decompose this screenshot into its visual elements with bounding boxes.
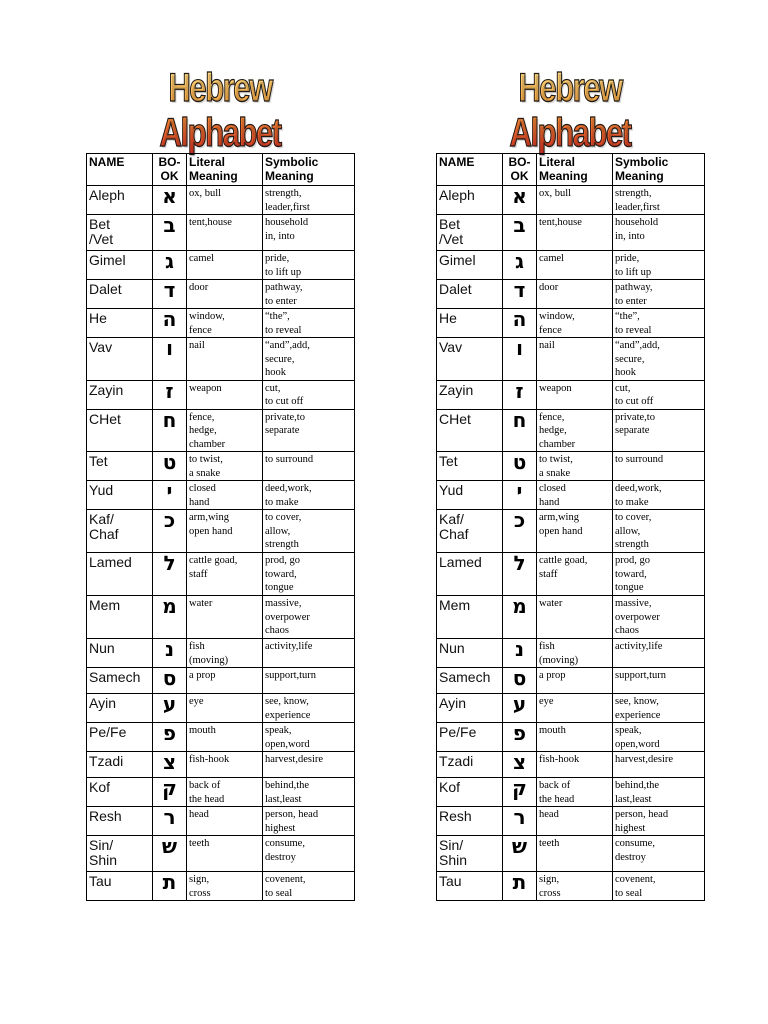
- table-row: [437, 481, 705, 510]
- symbolic-meaning: strength, leader,first: [263, 186, 355, 215]
- literal-meaning: eye: [187, 694, 263, 723]
- literal-meaning: door: [187, 280, 263, 309]
- letter-name: Tzadi: [87, 752, 153, 778]
- symbolic-meaning: pride, to lift up: [613, 251, 705, 280]
- letter-name: Vav: [437, 338, 503, 381]
- header-symbolic: Symbolic Meaning: [263, 154, 355, 186]
- hebrew-letter: א: [153, 186, 187, 215]
- letter-name: Aleph: [437, 186, 503, 215]
- symbolic-meaning: to cover, allow, strength: [263, 510, 355, 553]
- table-row: [437, 694, 705, 723]
- letter-name: Bet /Vet: [437, 215, 503, 251]
- letter-name: Aleph: [87, 186, 153, 215]
- literal-meaning: head: [537, 807, 613, 836]
- symbolic-meaning: support,turn: [613, 668, 705, 694]
- literal-meaning: nail: [537, 338, 613, 381]
- hebrew-letter: ג: [503, 251, 537, 280]
- symbolic-meaning: support,turn: [263, 668, 355, 694]
- symbolic-meaning: strength, leader,first: [613, 186, 705, 215]
- hebrew-letter: ה: [153, 309, 187, 338]
- letter-name: Tzadi: [437, 752, 503, 778]
- table-row: [437, 668, 705, 694]
- symbolic-meaning: massive, overpower chaos: [263, 596, 355, 639]
- hebrew-letter: כ: [503, 510, 537, 553]
- hebrew-letter: ה: [503, 309, 537, 338]
- hebrew-letter: ט: [503, 452, 537, 481]
- table-row: [437, 452, 705, 481]
- literal-meaning: fence, hedge, chamber: [537, 409, 613, 452]
- literal-meaning: back of the head: [187, 778, 263, 807]
- table-row: [87, 380, 355, 409]
- table-row: [437, 186, 705, 215]
- table-row: [87, 778, 355, 807]
- table-row: [437, 280, 705, 309]
- hebrew-letter: מ: [153, 596, 187, 639]
- literal-meaning: weapon: [187, 380, 263, 409]
- hebrew-letter: ב: [153, 215, 187, 251]
- letter-name: He: [437, 309, 503, 338]
- symbolic-meaning: person, head highest: [613, 807, 705, 836]
- header-name: NAME: [87, 154, 153, 186]
- letter-name: CHet: [437, 409, 503, 452]
- letter-name: Tet: [87, 452, 153, 481]
- literal-meaning: window, fence: [537, 309, 613, 338]
- hebrew-letter: ר: [503, 807, 537, 836]
- table-row: [437, 836, 705, 872]
- table-row: [87, 836, 355, 872]
- hebrew-letter: ו: [153, 338, 187, 381]
- hebrew-letter: ג: [153, 251, 187, 280]
- hebrew-letter: ד: [153, 280, 187, 309]
- table-row: [437, 872, 705, 901]
- table-row: [87, 338, 355, 381]
- literal-meaning: camel: [187, 251, 263, 280]
- letter-name: Lamed: [437, 553, 503, 596]
- literal-meaning: camel: [537, 251, 613, 280]
- literal-meaning: back of the head: [537, 778, 613, 807]
- table-row: [87, 251, 355, 280]
- literal-meaning: a prop: [187, 668, 263, 694]
- literal-meaning: water: [537, 596, 613, 639]
- hebrew-letter: ע: [153, 694, 187, 723]
- hebrew-letter: ח: [153, 409, 187, 452]
- table-row: [437, 409, 705, 452]
- symbolic-meaning: see, know, experience: [263, 694, 355, 723]
- symbolic-meaning: household in, into: [613, 215, 705, 251]
- literal-meaning: teeth: [187, 836, 263, 872]
- symbolic-meaning: consume, destroy: [613, 836, 705, 872]
- symbolic-meaning: harvest,desire: [263, 752, 355, 778]
- literal-meaning: tent,house: [187, 215, 263, 251]
- header-row: [87, 154, 355, 186]
- literal-meaning: sign, cross: [537, 872, 613, 901]
- hebrew-letter: פ: [503, 723, 537, 752]
- letter-name: He: [87, 309, 153, 338]
- table-row: [437, 251, 705, 280]
- literal-meaning: fish-hook: [187, 752, 263, 778]
- hebrew-letter: צ: [153, 752, 187, 778]
- letter-name: Ayin: [437, 694, 503, 723]
- letter-name: Resh: [87, 807, 153, 836]
- hebrew-letter: י: [503, 481, 537, 510]
- letter-name: Dalet: [87, 280, 153, 309]
- letter-name: Nun: [87, 639, 153, 668]
- literal-meaning: fish (moving): [537, 639, 613, 668]
- table-row: [437, 723, 705, 752]
- header-book: BO- OK: [153, 154, 187, 186]
- letter-name: Sin/ Shin: [437, 836, 503, 872]
- hebrew-letter: י: [153, 481, 187, 510]
- hebrew-letter: צ: [503, 752, 537, 778]
- symbolic-meaning: behind,the last,least: [263, 778, 355, 807]
- literal-meaning: arm,wing open hand: [187, 510, 263, 553]
- hebrew-letter: ת: [153, 872, 187, 901]
- hebrew-letter: ס: [503, 668, 537, 694]
- table-row: [87, 668, 355, 694]
- symbolic-meaning: behind,the last,least: [613, 778, 705, 807]
- hebrew-letter: ש: [153, 836, 187, 872]
- table-row: [87, 807, 355, 836]
- header-row: [437, 154, 705, 186]
- literal-meaning: eye: [537, 694, 613, 723]
- hebrew-letter: ז: [503, 380, 537, 409]
- letter-name: Resh: [437, 807, 503, 836]
- symbolic-meaning: private,to separate: [613, 409, 705, 452]
- hebrew-letter: ר: [153, 807, 187, 836]
- header-book: BO- OK: [503, 154, 537, 186]
- table-row: [87, 723, 355, 752]
- literal-meaning: door: [537, 280, 613, 309]
- symbolic-meaning: household in, into: [263, 215, 355, 251]
- letter-name: Mem: [437, 596, 503, 639]
- letter-name: Tau: [437, 872, 503, 901]
- letter-name: Gimel: [87, 251, 153, 280]
- literal-meaning: fish-hook: [537, 752, 613, 778]
- literal-meaning: cattle goad, staff: [537, 553, 613, 596]
- letter-name: Kof: [87, 778, 153, 807]
- table-row: [87, 481, 355, 510]
- letter-name: Nun: [437, 639, 503, 668]
- symbolic-meaning: person, head highest: [263, 807, 355, 836]
- symbolic-meaning: covenent, to seal: [263, 872, 355, 901]
- alphabet-table: [86, 153, 355, 901]
- table-row: [87, 409, 355, 452]
- symbolic-meaning: “and”,add, secure, hook: [263, 338, 355, 381]
- hebrew-letter: ש: [503, 836, 537, 872]
- hebrew-letter: ל: [503, 553, 537, 596]
- hebrew-letter: ט: [153, 452, 187, 481]
- symbolic-meaning: “the”, to reveal: [263, 309, 355, 338]
- header-literal: Literal Meaning: [187, 154, 263, 186]
- literal-meaning: ox, bull: [537, 186, 613, 215]
- letter-name: Pe/Fe: [437, 723, 503, 752]
- letter-name: Sin/ Shin: [87, 836, 153, 872]
- literal-meaning: closed hand: [187, 481, 263, 510]
- table-row: [437, 752, 705, 778]
- header-name: NAME: [437, 154, 503, 186]
- letter-name: Vav: [87, 338, 153, 381]
- symbolic-meaning: pathway, to enter: [613, 280, 705, 309]
- symbolic-meaning: harvest,desire: [613, 752, 705, 778]
- symbolic-meaning: prod, go toward, tongue: [263, 553, 355, 596]
- table-row: [437, 596, 705, 639]
- literal-meaning: cattle goad, staff: [187, 553, 263, 596]
- symbolic-meaning: to surround: [613, 452, 705, 481]
- hebrew-letter: ח: [503, 409, 537, 452]
- hebrew-letter: ס: [153, 668, 187, 694]
- hebrew-letter: ל: [153, 553, 187, 596]
- symbolic-meaning: prod, go toward, tongue: [613, 553, 705, 596]
- letter-name: Yud: [437, 481, 503, 510]
- hebrew-letter: ד: [503, 280, 537, 309]
- table-row: [437, 338, 705, 381]
- header-symbolic: Symbolic Meaning: [613, 154, 705, 186]
- letter-name: Zayin: [437, 380, 503, 409]
- symbolic-meaning: activity,life: [263, 639, 355, 668]
- literal-meaning: head: [187, 807, 263, 836]
- symbolic-meaning: speak, open,word: [263, 723, 355, 752]
- letter-name: Samech: [87, 668, 153, 694]
- symbolic-meaning: “the”, to reveal: [613, 309, 705, 338]
- literal-meaning: arm,wing open hand: [537, 510, 613, 553]
- literal-meaning: teeth: [537, 836, 613, 872]
- literal-meaning: a prop: [537, 668, 613, 694]
- symbolic-meaning: private,to separate: [263, 409, 355, 452]
- hebrew-letter: ק: [153, 778, 187, 807]
- symbolic-meaning: deed,work, to make: [263, 481, 355, 510]
- table-row: [87, 309, 355, 338]
- hebrew-letter: פ: [153, 723, 187, 752]
- table-row: [437, 807, 705, 836]
- letter-name: Bet /Vet: [87, 215, 153, 251]
- literal-meaning: closed hand: [537, 481, 613, 510]
- hebrew-letter: ב: [503, 215, 537, 251]
- literal-meaning: fish (moving): [187, 639, 263, 668]
- symbolic-meaning: pride, to lift up: [263, 251, 355, 280]
- table-row: [87, 872, 355, 901]
- literal-meaning: fence, hedge, chamber: [187, 409, 263, 452]
- literal-meaning: mouth: [187, 723, 263, 752]
- table-row: [437, 553, 705, 596]
- letter-name: Kof: [437, 778, 503, 807]
- literal-meaning: weapon: [537, 380, 613, 409]
- symbolic-meaning: cut, to cut off: [613, 380, 705, 409]
- table-row: [437, 309, 705, 338]
- table-row: [87, 694, 355, 723]
- literal-meaning: tent,house: [537, 215, 613, 251]
- hebrew-letter: א: [503, 186, 537, 215]
- hebrew-letter: כ: [153, 510, 187, 553]
- literal-meaning: to twist, a snake: [187, 452, 263, 481]
- letter-name: Tet: [437, 452, 503, 481]
- table-row: [437, 778, 705, 807]
- letter-name: Gimel: [437, 251, 503, 280]
- symbolic-meaning: speak, open,word: [613, 723, 705, 752]
- symbolic-meaning: pathway, to enter: [263, 280, 355, 309]
- letter-name: Lamed: [87, 553, 153, 596]
- page-title: Hebrew Alphabet: [115, 66, 324, 156]
- symbolic-meaning: consume, destroy: [263, 836, 355, 872]
- literal-meaning: water: [187, 596, 263, 639]
- table-row: [87, 280, 355, 309]
- hebrew-letter: נ: [153, 639, 187, 668]
- symbolic-meaning: to cover, allow, strength: [613, 510, 705, 553]
- hebrew-letter: ז: [153, 380, 187, 409]
- symbolic-meaning: see, know, experience: [613, 694, 705, 723]
- hebrew-letter: ו: [503, 338, 537, 381]
- letter-name: CHet: [87, 409, 153, 452]
- literal-meaning: sign, cross: [187, 872, 263, 901]
- letter-name: Yud: [87, 481, 153, 510]
- hebrew-letter: נ: [503, 639, 537, 668]
- hebrew-letter: מ: [503, 596, 537, 639]
- symbolic-meaning: covenent, to seal: [613, 872, 705, 901]
- letter-name: Samech: [437, 668, 503, 694]
- letter-name: Kaf/ Chaf: [437, 510, 503, 553]
- table-row: [87, 510, 355, 553]
- literal-meaning: nail: [187, 338, 263, 381]
- letter-name: Pe/Fe: [87, 723, 153, 752]
- table-row: [87, 215, 355, 251]
- table-row: [437, 510, 705, 553]
- hebrew-letter: ע: [503, 694, 537, 723]
- literal-meaning: to twist, a snake: [537, 452, 613, 481]
- letter-name: Dalet: [437, 280, 503, 309]
- symbolic-meaning: “and”,add, secure, hook: [613, 338, 705, 381]
- table-row: [87, 596, 355, 639]
- symbolic-meaning: deed,work, to make: [613, 481, 705, 510]
- table-row: [87, 186, 355, 215]
- table-row: [87, 752, 355, 778]
- symbolic-meaning: to surround: [263, 452, 355, 481]
- letter-name: Mem: [87, 596, 153, 639]
- table-row: [437, 380, 705, 409]
- symbolic-meaning: massive, overpower chaos: [613, 596, 705, 639]
- hebrew-letter: ק: [503, 778, 537, 807]
- table-row: [437, 639, 705, 668]
- literal-meaning: ox, bull: [187, 186, 263, 215]
- alphabet-table: [436, 153, 705, 901]
- symbolic-meaning: cut, to cut off: [263, 380, 355, 409]
- table-row: [437, 215, 705, 251]
- literal-meaning: window, fence: [187, 309, 263, 338]
- letter-name: Kaf/ Chaf: [87, 510, 153, 553]
- letter-name: Ayin: [87, 694, 153, 723]
- hebrew-letter: ת: [503, 872, 537, 901]
- table-row: [87, 639, 355, 668]
- page-title: Hebrew Alphabet: [465, 66, 674, 156]
- table-row: [87, 452, 355, 481]
- header-literal: Literal Meaning: [537, 154, 613, 186]
- letter-name: Tau: [87, 872, 153, 901]
- letter-name: Zayin: [87, 380, 153, 409]
- table-row: [87, 553, 355, 596]
- symbolic-meaning: activity,life: [613, 639, 705, 668]
- literal-meaning: mouth: [537, 723, 613, 752]
